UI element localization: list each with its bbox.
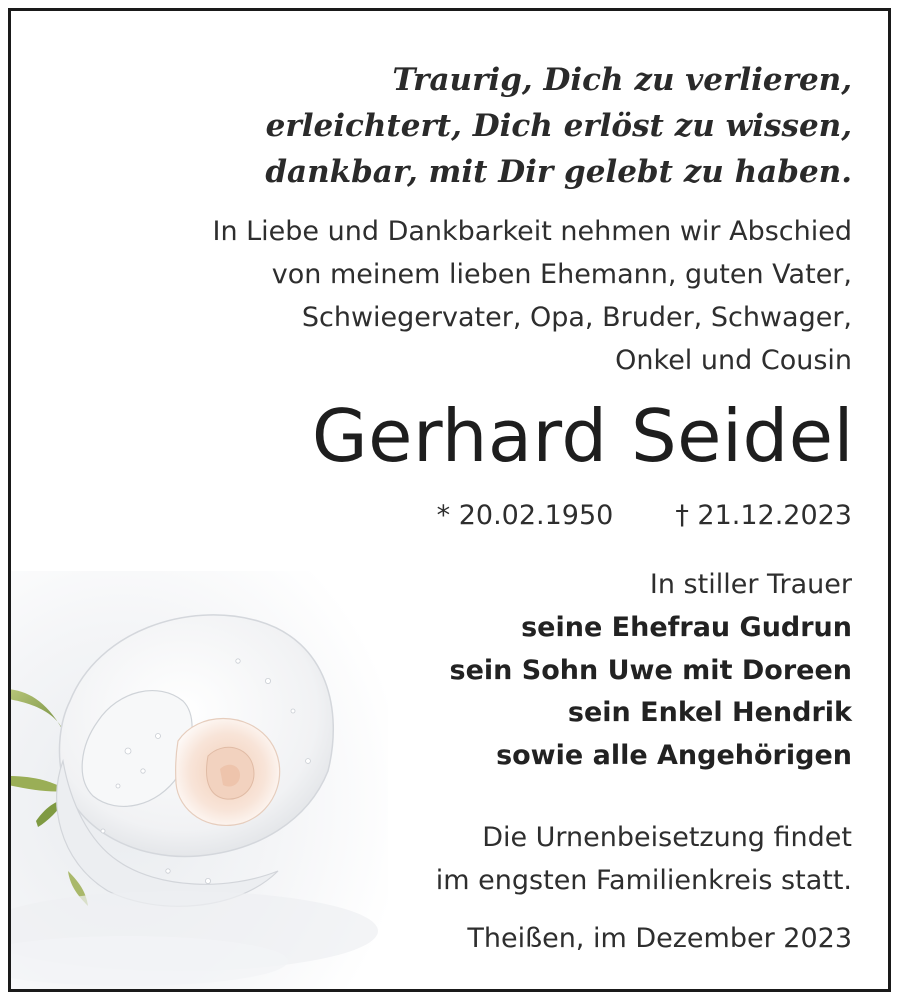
ceremony-line: Die Urnenbeisetzung findet bbox=[482, 822, 852, 853]
birth-date: * 20.02.1950 bbox=[436, 500, 614, 531]
place-and-date: Theißen, im Dezember 2023 bbox=[467, 923, 852, 954]
obituary-notice bbox=[8, 8, 891, 992]
verse-line: Traurig, Dich zu verlieren, bbox=[392, 62, 852, 98]
mourner-name: sein Enkel Hendrik bbox=[567, 697, 852, 728]
intro-line: von meinem lieben Ehemann, guten Vater, bbox=[271, 259, 852, 290]
verse-line: erleichtert, Dich erlöst zu wissen, bbox=[265, 108, 852, 144]
farewell-intro bbox=[212, 210, 852, 382]
death-date: † 21.12.2023 bbox=[675, 500, 852, 531]
mourners-list bbox=[450, 607, 853, 777]
deceased-name: Gerhard Seidel bbox=[311, 394, 854, 478]
ceremony-note bbox=[436, 816, 852, 902]
mourners-lead: In stiller Trauer bbox=[649, 569, 852, 600]
white-rose-image bbox=[8, 571, 388, 991]
intro-line: In Liebe und Dankbarkeit nehmen wir Abschied bbox=[212, 216, 852, 247]
mourner-name: seine Ehefrau Gudrun bbox=[521, 612, 852, 643]
mourner-name: sein Sohn Uwe mit Doreen bbox=[449, 654, 852, 686]
life-dates bbox=[437, 496, 852, 536]
intro-line: Schwiegervater, Opa, Bruder, Schwager, bbox=[301, 302, 852, 333]
mourner-name: sowie alle Angehörigen bbox=[496, 739, 852, 771]
intro-line: Onkel und Cousin bbox=[615, 345, 852, 376]
memorial-verse bbox=[265, 57, 852, 195]
verse-line: dankbar, mit Dir gelebt zu haben. bbox=[265, 154, 852, 190]
ceremony-line: im engsten Familienkreis statt. bbox=[435, 865, 852, 896]
